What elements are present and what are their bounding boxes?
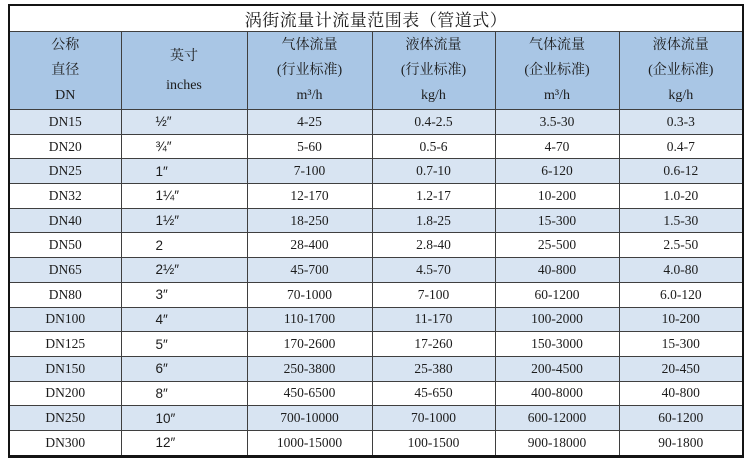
cell-liquid_enterprise: 10-200 <box>619 307 743 332</box>
cell-liquid_industry: 45-650 <box>372 381 495 406</box>
cell-liquid_enterprise: 90-1800 <box>619 430 743 456</box>
header-line: m³/h <box>544 88 570 103</box>
table-row <box>9 208 743 233</box>
cell-liquid_industry: 17-260 <box>372 332 495 357</box>
header-line: 气体流量 <box>529 38 585 53</box>
header-line: 液体流量 <box>652 38 709 53</box>
column-header-inches <box>121 32 247 110</box>
cell-gas_enterprise: 10-200 <box>495 184 619 209</box>
header-row <box>9 32 743 110</box>
cell-dn: DN20 <box>9 134 121 159</box>
column-header-gas_industry <box>247 32 372 110</box>
cell-liquid_enterprise: 0.3-3 <box>619 110 743 135</box>
cell-dn: DN32 <box>9 184 121 209</box>
cell-gas_enterprise: 15-300 <box>495 208 619 233</box>
cell-gas_enterprise: 200-4500 <box>495 356 619 381</box>
cell-dn: DN15 <box>9 110 121 135</box>
cell-dn: DN65 <box>9 258 121 283</box>
header-line: DN <box>55 88 76 103</box>
column-header-liquid_industry <box>372 32 495 110</box>
header-line: (行业标准) <box>276 63 343 78</box>
table-row <box>9 307 743 332</box>
cell-dn: DN200 <box>9 381 121 406</box>
cell-gas_industry: 70-1000 <box>247 282 372 307</box>
cell-liquid_industry: 70-1000 <box>372 406 495 431</box>
cell-dn: DN50 <box>9 233 121 258</box>
cell-gas_enterprise: 150-3000 <box>495 332 619 357</box>
cell-dn: DN80 <box>9 282 121 307</box>
cell-gas_enterprise: 25-500 <box>495 233 619 258</box>
table-row <box>9 258 743 283</box>
cell-gas_industry: 12-170 <box>247 184 372 209</box>
cell-inches: 2½″ <box>121 258 247 283</box>
cell-gas_enterprise: 100-2000 <box>495 307 619 332</box>
header-line: kg/h <box>421 88 446 103</box>
cell-liquid_enterprise: 0.6-12 <box>619 159 743 184</box>
table-row <box>9 282 743 307</box>
cell-dn: DN100 <box>9 307 121 332</box>
cell-dn: DN150 <box>9 356 121 381</box>
cell-gas_enterprise: 900-18000 <box>495 430 619 456</box>
cell-gas_enterprise: 40-800 <box>495 258 619 283</box>
table-row <box>9 159 743 184</box>
cell-liquid_enterprise: 0.4-7 <box>619 134 743 159</box>
cell-gas_industry: 170-2600 <box>247 332 372 357</box>
table-title: 涡街流量计流量范围表（管道式） <box>9 5 743 32</box>
cell-dn: DN300 <box>9 430 121 456</box>
cell-gas_industry: 4-25 <box>247 110 372 135</box>
cell-inches: 5″ <box>121 332 247 357</box>
table-row <box>9 110 743 135</box>
cell-liquid_enterprise: 6.0-120 <box>619 282 743 307</box>
cell-dn: DN125 <box>9 332 121 357</box>
cell-dn: DN250 <box>9 406 121 431</box>
header-line: 直径 <box>51 63 80 78</box>
table-row <box>9 134 743 159</box>
cell-inches: ¾″ <box>121 134 247 159</box>
cell-liquid_industry: 0.7-10 <box>372 159 495 184</box>
cell-liquid_industry: 4.5-70 <box>372 258 495 283</box>
cell-liquid_enterprise: 40-800 <box>619 381 743 406</box>
cell-liquid_enterprise: 1.5-30 <box>619 208 743 233</box>
cell-liquid_enterprise: 4.0-80 <box>619 258 743 283</box>
cell-liquid_industry: 25-380 <box>372 356 495 381</box>
header-line: 气体流量 <box>281 38 338 53</box>
cell-dn: DN40 <box>9 208 121 233</box>
column-header-dn <box>9 32 121 110</box>
column-header-liquid_enterprise <box>619 32 743 110</box>
title-row <box>9 5 743 32</box>
cell-gas_industry: 28-400 <box>247 233 372 258</box>
cell-gas_industry: 250-3800 <box>247 356 372 381</box>
cell-liquid_enterprise: 15-300 <box>619 332 743 357</box>
table-row <box>9 332 743 357</box>
cell-gas_industry: 1000-15000 <box>247 430 372 456</box>
cell-inches: 12″ <box>121 430 247 456</box>
flow-range-table-container <box>8 4 742 458</box>
cell-dn: DN25 <box>9 159 121 184</box>
header-line: m³/h <box>296 88 323 103</box>
cell-inches: 2 <box>121 233 247 258</box>
table-row <box>9 184 743 209</box>
cell-inches: 1″ <box>121 159 247 184</box>
cell-liquid_enterprise: 20-450 <box>619 356 743 381</box>
cell-inches: 3″ <box>121 282 247 307</box>
header-line: (企业标准) <box>524 63 590 78</box>
header-line: 公称 <box>51 38 80 53</box>
cell-gas_enterprise: 60-1200 <box>495 282 619 307</box>
cell-gas_industry: 45-700 <box>247 258 372 283</box>
cell-gas_enterprise: 400-8000 <box>495 381 619 406</box>
cell-liquid_industry: 1.2-17 <box>372 184 495 209</box>
cell-inches: 8″ <box>121 381 247 406</box>
cell-gas_industry: 110-1700 <box>247 307 372 332</box>
cell-liquid_industry: 2.8-40 <box>372 233 495 258</box>
header-line: 英寸 <box>170 48 198 64</box>
table-row <box>9 356 743 381</box>
table-row <box>9 233 743 258</box>
header-line: (企业标准) <box>648 63 714 78</box>
cell-gas_industry: 18-250 <box>247 208 372 233</box>
cell-inches: ½″ <box>121 110 247 135</box>
cell-gas_industry: 7-100 <box>247 159 372 184</box>
cell-inches: 4″ <box>121 307 247 332</box>
cell-gas_industry: 700-10000 <box>247 406 372 431</box>
table-row <box>9 381 743 406</box>
column-header-gas_enterprise <box>495 32 619 110</box>
flow-range-table <box>8 4 744 458</box>
cell-inches: 1½″ <box>121 208 247 233</box>
cell-gas_enterprise: 3.5-30 <box>495 110 619 135</box>
cell-liquid_industry: 1.8-25 <box>372 208 495 233</box>
cell-gas_industry: 5-60 <box>247 134 372 159</box>
header-line: (行业标准) <box>400 63 467 78</box>
cell-inches: 1¼″ <box>121 184 247 209</box>
cell-gas_industry: 450-6500 <box>247 381 372 406</box>
header-line: inches <box>166 77 202 93</box>
cell-gas_enterprise: 6-120 <box>495 159 619 184</box>
table-row <box>9 406 743 431</box>
cell-inches: 10″ <box>121 406 247 431</box>
cell-inches: 6″ <box>121 356 247 381</box>
cell-gas_enterprise: 600-12000 <box>495 406 619 431</box>
cell-liquid_industry: 100-1500 <box>372 430 495 456</box>
cell-liquid_industry: 11-170 <box>372 307 495 332</box>
header-line: kg/h <box>668 88 694 103</box>
cell-liquid_enterprise: 2.5-50 <box>619 233 743 258</box>
cell-liquid_industry: 0.4-2.5 <box>372 110 495 135</box>
cell-liquid_industry: 7-100 <box>372 282 495 307</box>
cell-gas_enterprise: 4-70 <box>495 134 619 159</box>
table-row <box>9 430 743 456</box>
header-line: 液体流量 <box>405 38 462 53</box>
cell-liquid_industry: 0.5-6 <box>372 134 495 159</box>
cell-liquid_enterprise: 60-1200 <box>619 406 743 431</box>
cell-liquid_enterprise: 1.0-20 <box>619 184 743 209</box>
